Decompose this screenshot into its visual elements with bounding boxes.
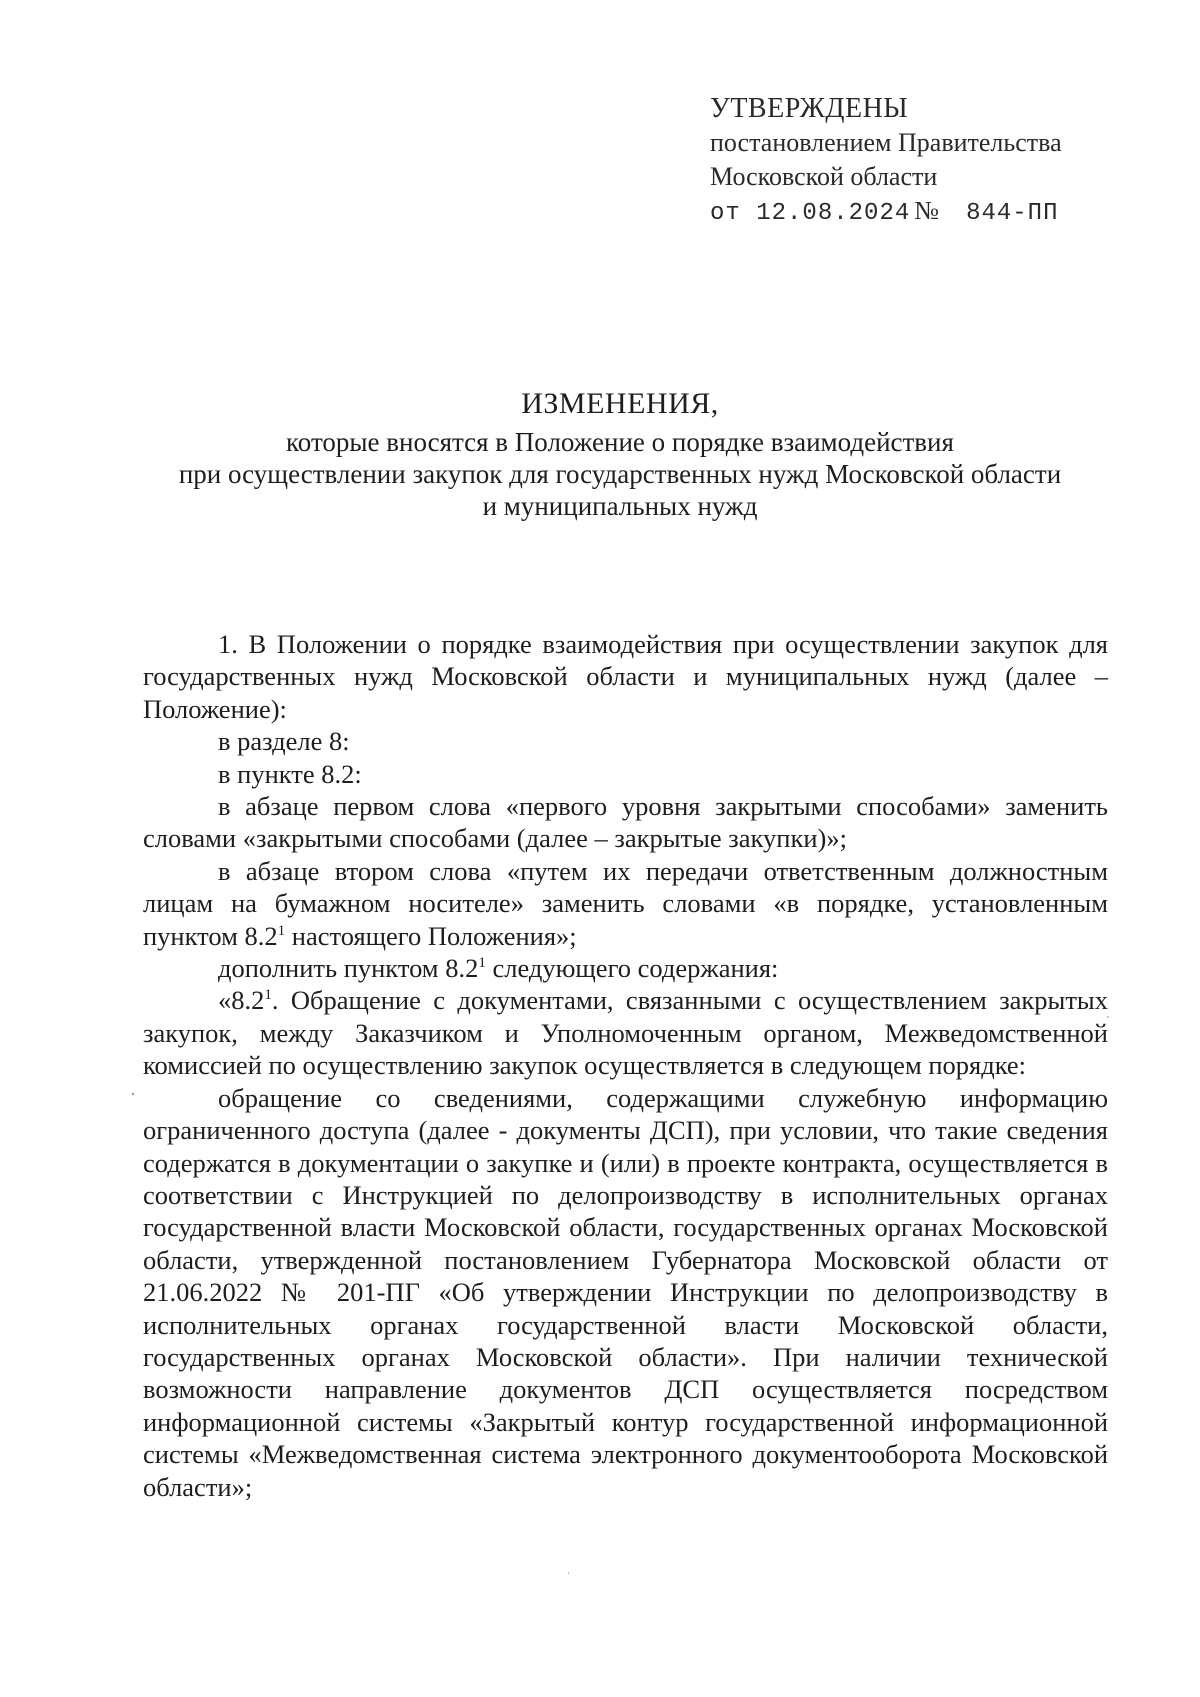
superscript-1: 1 <box>277 922 286 939</box>
paragraph-7-text: «8.2 <box>218 985 265 1016</box>
paragraph-4: в абзаце первом слова «первого уровня закрытыми способами» заменить словами «закрытыми способами (далее – закрытые закупки)»; <box>143 791 1108 854</box>
scan-speck <box>568 1572 569 1574</box>
superscript-3: 1 <box>264 987 272 1004</box>
title-line-3: и муниципальных нужд <box>482 491 758 521</box>
approval-number: 844-ПП <box>966 200 1059 227</box>
paragraph-6-text: дополнить пунктом 8.2 <box>218 953 479 984</box>
title-line-1: которые вносятся в Положение о порядке взаимодействия <box>286 427 954 457</box>
paragraph-3: в пункте 8.2: <box>218 758 362 789</box>
paragraph-5-text: в абзаце втором слова «путем их передачи ответственным должностным лицам на бумажном носителе» заменить словами «в порядке, установленным пунктом 8.2 <box>143 855 1108 951</box>
scan-speck <box>132 1093 134 1095</box>
paragraph-6-tail: следующего содержания: <box>485 953 779 984</box>
approved-label: УТВЕРЖДЕНЫ <box>710 93 909 124</box>
paragraph-7-tail: . Обращение с документами, связанными с осуществлением закрытых закупок, между Заказчиком и Уполномоченным органом, Межведомственной комиссией по осуществлению закупок осуществляется в следующем порядке: <box>143 985 1108 1081</box>
approval-line-1: постановлением Правительства <box>710 128 1062 157</box>
document-title: ИЗМЕНЕНИЯ, <box>521 387 719 420</box>
paragraph-2: в разделе 8: <box>218 726 350 757</box>
paragraph-8: обращение со сведениями, содержащими служебную информацию ограниченного доступа (далее - документы ДСП), при условии, что такие сведения содержатся в документации о закупке и (или) в проекте контракта, осуществляется в соответствии с Инструкцией по делопроизводству в исполнительных органах государственной власти Московской области, государственных органах Московской области, утвержденной постановлением Губернатора Московской области от 21.06.2022 № 201-ПГ «Об утверждении Инструкции по делопроизводству в исполнительных органах государственной власти Московской области, государственных органах Московской области». При наличии технической возможности направление документов ДСП осуществляется посредством информационной системы «Закрытый контур государственной информационной системы «Межведомственная система электронного документооборота Московской области»; <box>143 1082 1108 1502</box>
approval-line-2: Московской области <box>710 162 938 191</box>
approval-date: 12.08.2024 <box>756 200 911 227</box>
paragraph-5-tail: настоящего Положения»; <box>285 920 577 951</box>
date-prefix: от <box>710 200 741 227</box>
paragraph-1: 1. В Положении о порядке взаимодействия при осуществлении закупок для государственных нужд Московской области и муниципальных нужд (далее – Положение): <box>143 629 1108 724</box>
superscript-2: 1 <box>478 955 486 972</box>
title-line-2: при осуществлении закупок для государственных нужд Московской области <box>178 459 1062 489</box>
scan-speck <box>1107 1016 1109 1018</box>
number-sign: № <box>914 196 941 225</box>
